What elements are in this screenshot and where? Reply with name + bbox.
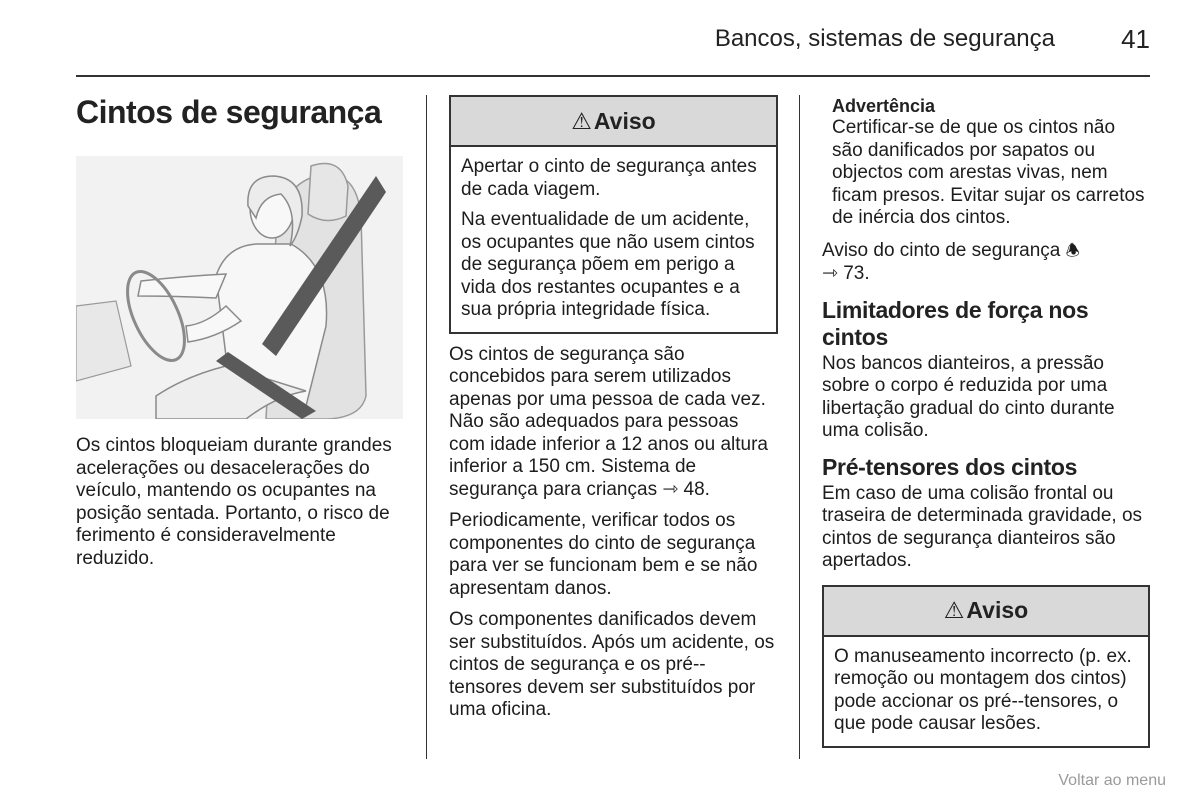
warning-header (824, 587, 1148, 637)
seatbelt-reminder-reference (822, 240, 1150, 286)
warning-box (822, 585, 1150, 748)
running-header-title: Bancos, sistemas de segurança (714, 25, 1055, 52)
pretensioner-heading: Pré-tensores dos cintos (822, 453, 1078, 480)
warning-label: Aviso (966, 597, 1029, 623)
column-1 (76, 92, 406, 570)
section-title: Cintos de segurança (76, 94, 382, 130)
body-paragraph: Os cintos de segurança são concebidos para serem utilizados apenas por uma pessoa de cada vez. Não são adequados para pessoas com idade inferior a 12 anos ou altura inferior a 150 cm. Sistema de segurança para crianças ⇾ 48. (449, 343, 768, 500)
warning-box (449, 95, 778, 334)
body-paragraph: Os componentes danificados devem ser substituídos. Após um acidente, os cintos de segurança e os pré--tensores devem ser substituídos por uma oficina. (449, 609, 775, 720)
seatbelt-illustration (76, 156, 403, 419)
limiter-heading: Limitadores de força nos cintos (822, 296, 1089, 350)
header-rule (76, 75, 1150, 77)
column-divider (799, 95, 800, 759)
warning-paragraph: Na eventualidade de um acidente, os ocupantes que não usem cintos de segurança põem em perigo a vida dos restantes ocupantes e a sua própria integridade física. (461, 209, 755, 320)
body-paragraph: Periodicamente, verificar todos os componentes do cinto de segurança para ver se funcionam bem e se não apresentam danos. (449, 510, 758, 599)
column-2 (449, 95, 778, 731)
advertencia-text: Certificar-se de que os cintos não são danificados por sapatos ou objectos com arestas vivas, nem ficam presos. Evitar sujar os carretos de inércia dos cintos. (832, 117, 1145, 228)
warning-label: Aviso (593, 107, 656, 134)
back-to-menu-link[interactable]: Voltar ao menu (1058, 772, 1166, 789)
warning-paragraph: O manuseamento incorrecto (p. ex. remoção ou montagem dos cintos) pode accionar os pré--tensores, o que pode causar lesões. (834, 645, 1132, 734)
warning-triangle-icon: ⚠ (943, 597, 965, 623)
warning-body (451, 147, 776, 332)
warning-triangle-icon: ⚠ (571, 107, 592, 134)
intro-text: Os cintos bloqueiam durante grandes acelerações ou desacelerações do veículo, mantendo os ocupantes na posição sentada. Portanto, o risco de ferimento é consideravelmente reduzido. (76, 435, 392, 569)
warning-body (824, 637, 1148, 746)
warning-header (451, 97, 776, 147)
column-3 (822, 95, 1150, 748)
warning-paragraph: Apertar o cinto de segurança antes de cada viagem. (461, 156, 757, 200)
limiter-text: Nos bancos dianteiros, a pressão sobre o corpo é reduzida por uma libertação gradual do cinto durante uma colisão. (822, 352, 1115, 441)
page-number: 41 (1121, 24, 1150, 54)
pretensioner-text: Em caso de uma colisão frontal ou traseira de determinada gravidade, os cintos de segurança dianteiros são apertados. (822, 482, 1143, 571)
seatbelt-reminder-text: Aviso do cinto de segurança (822, 239, 1061, 261)
advertencia-heading: Advertência (832, 96, 936, 116)
seatbelt-reminder-icon: 🕭 (1065, 242, 1080, 260)
column-divider (426, 95, 427, 759)
page-reference-link[interactable]: ⇾ 73. (822, 263, 870, 284)
